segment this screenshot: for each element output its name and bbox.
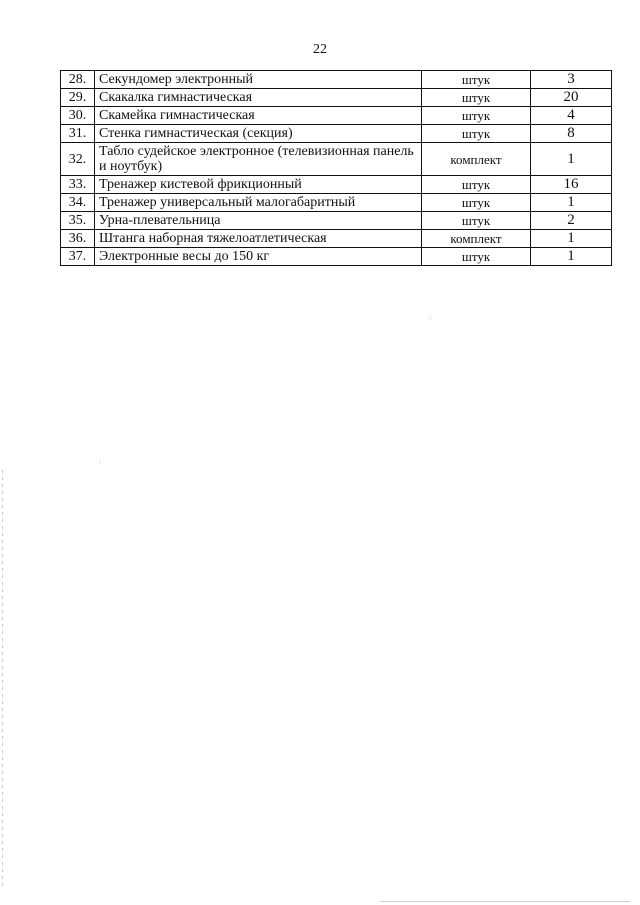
item-quantity: 1	[531, 143, 612, 176]
item-unit: штук	[422, 71, 531, 89]
item-unit: штук	[422, 107, 531, 125]
item-quantity: 16	[531, 176, 612, 194]
item-name: Тренажер универсальный малогабаритный	[95, 194, 422, 212]
item-name: Электронные весы до 150 кг	[95, 248, 422, 266]
table-row	[61, 89, 612, 107]
item-name: Скакалка гимнастическая	[95, 89, 422, 107]
item-quantity: 2	[531, 212, 612, 230]
item-name: Секундомер электронный	[95, 71, 422, 89]
item-quantity: 4	[531, 107, 612, 125]
item-name: Урна-плевательница	[95, 212, 422, 230]
row-number: 32.	[61, 143, 95, 176]
table-row	[61, 176, 612, 194]
row-number: 29.	[61, 89, 95, 107]
item-name: Стенка гимнастическая (секция)	[95, 125, 422, 143]
item-unit: штук	[422, 212, 531, 230]
table-row	[61, 143, 612, 176]
item-quantity: 3	[531, 71, 612, 89]
row-number: 37.	[61, 248, 95, 266]
row-number: 30.	[61, 107, 95, 125]
table-row	[61, 125, 612, 143]
table-row	[61, 212, 612, 230]
item-unit: комплект	[422, 143, 531, 176]
row-number: 35.	[61, 212, 95, 230]
row-number: 31.	[61, 125, 95, 143]
scan-speck	[430, 318, 431, 319]
row-number: 28.	[61, 71, 95, 89]
item-quantity: 1	[531, 194, 612, 212]
item-unit: штук	[422, 176, 531, 194]
scan-speck	[100, 462, 101, 463]
row-number: 33.	[61, 176, 95, 194]
row-number: 36.	[61, 230, 95, 248]
table-row	[61, 230, 612, 248]
table-row	[61, 194, 612, 212]
equipment-table	[60, 70, 612, 266]
item-name: Тренажер кистевой фрикционный	[95, 176, 422, 194]
item-name: Табло судейское электронное (телевизионная панель и ноутбук)	[95, 143, 422, 176]
page-number: 22	[313, 42, 327, 57]
item-unit: штук	[422, 89, 531, 107]
item-unit: комплект	[422, 230, 531, 248]
table-row	[61, 107, 612, 125]
item-quantity: 1	[531, 248, 612, 266]
item-quantity: 1	[531, 230, 612, 248]
table-row	[61, 71, 612, 89]
item-quantity: 8	[531, 125, 612, 143]
item-quantity: 20	[531, 89, 612, 107]
item-unit: штук	[422, 194, 531, 212]
item-name: Штанга наборная тяжелоатлетическая	[95, 230, 422, 248]
item-name: Скамейка гимнастическая	[95, 107, 422, 125]
row-number: 34.	[61, 194, 95, 212]
item-unit: штук	[422, 248, 531, 266]
scan-edge-artifact	[2, 470, 3, 890]
scan-edge-artifact	[380, 901, 630, 902]
table-row	[61, 248, 612, 266]
item-unit: штук	[422, 125, 531, 143]
